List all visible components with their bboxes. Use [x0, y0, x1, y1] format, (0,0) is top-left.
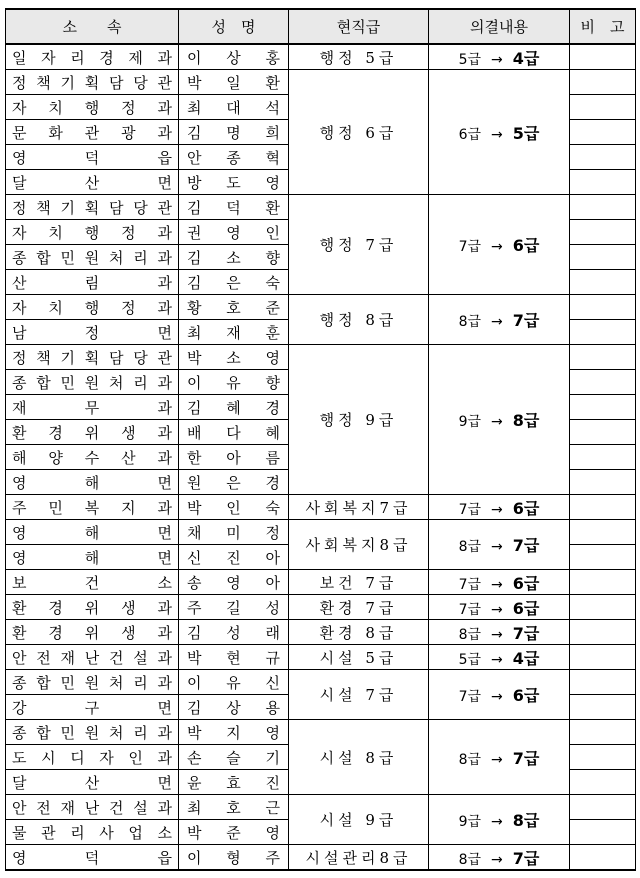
department-cell [6, 570, 179, 595]
arrow-right-icon: → [491, 239, 503, 255]
current-grade-cell [289, 570, 429, 595]
department-text: 정 책 기 획 담 당 관 [12, 73, 172, 92]
remarks-cell [570, 95, 636, 120]
remarks-cell [570, 620, 636, 645]
remarks-cell [570, 70, 636, 95]
remarks-cell [570, 145, 636, 170]
resolution-cell [429, 570, 570, 595]
department-cell [6, 320, 179, 345]
name-text: 김 은 숙 [187, 273, 280, 292]
table-row [6, 345, 636, 370]
name-cell [179, 195, 289, 220]
remarks-cell [570, 820, 636, 845]
name-cell [179, 270, 289, 295]
to-grade: 7급 [512, 848, 540, 868]
department-text: 영 덕 읍 [12, 148, 172, 167]
remarks-cell [570, 395, 636, 420]
to-grade: 8급 [512, 811, 540, 830]
to-grade: 6급 [512, 573, 540, 593]
name-text: 김 성 래 [187, 623, 280, 642]
to-grade: 4급 [512, 48, 540, 68]
name-cell [179, 245, 289, 270]
department-text: 주 민 복 지 과 [12, 498, 172, 517]
department-text: 산 림 과 [12, 273, 172, 292]
department-cell [6, 395, 179, 420]
current-grade-text: 시설 5급 [319, 648, 398, 667]
from-grade: 5급 [458, 51, 482, 68]
name-text: 안 종 혁 [187, 148, 280, 167]
current-grade-text: 행정 8급 [319, 311, 398, 329]
department-cell [6, 695, 179, 720]
resolution-cell [429, 670, 570, 720]
name-text: 주 길 성 [187, 598, 280, 617]
remarks-cell [570, 570, 636, 595]
remarks-cell [570, 295, 636, 320]
department-cell [6, 720, 179, 745]
name-text: 박 일 환 [187, 73, 280, 92]
department-text: 환 경 위 생 과 [12, 598, 172, 617]
to-grade: 7급 [512, 623, 540, 643]
name-text: 최 재 훈 [187, 323, 280, 342]
department-text: 영 해 면 [12, 473, 172, 492]
name-cell [179, 420, 289, 445]
from-grade: 7급 [458, 239, 482, 255]
table-row [6, 195, 636, 220]
name-text: 김 소 향 [187, 248, 280, 267]
from-grade: 7급 [458, 501, 482, 518]
remarks-cell [570, 670, 636, 695]
current-grade-text: 행정 9급 [319, 411, 398, 429]
from-grade: 8급 [458, 626, 482, 643]
resolution-cell [429, 795, 570, 845]
current-grade-text: 행정 6급 [319, 123, 398, 142]
department-cell [6, 795, 179, 820]
name-cell [179, 770, 289, 795]
name-cell [179, 445, 289, 470]
header-row [6, 9, 636, 44]
department-cell [6, 95, 179, 120]
current-grade-cell [289, 70, 429, 195]
remarks-cell [570, 495, 636, 520]
from-grade: 7급 [458, 576, 482, 593]
arrow-right-icon: → [491, 51, 503, 68]
name-cell [179, 820, 289, 845]
current-grade-cell [289, 845, 429, 871]
to-grade: 6급 [512, 686, 540, 705]
remarks-cell [570, 720, 636, 745]
current-grade-text: 환경 7급 [319, 598, 398, 617]
name-cell [179, 345, 289, 370]
current-grade-cell [289, 720, 429, 795]
department-text: 종 합 민 원 처 리 과 [12, 673, 172, 692]
department-text: 환 경 위 생 과 [12, 423, 172, 442]
department-cell [6, 820, 179, 845]
resolution-cell [429, 620, 570, 645]
from-grade: 9급 [458, 414, 482, 430]
name-text: 황 호 준 [187, 298, 280, 317]
current-grade-text: 행정 7급 [319, 236, 398, 254]
department-text: 재 무 과 [12, 398, 172, 417]
department-cell [6, 495, 179, 520]
header-remarks: 비 고 [570, 9, 636, 44]
remarks-cell [570, 195, 636, 220]
name-cell [179, 620, 289, 645]
remarks-cell [570, 420, 636, 445]
remarks-cell [570, 795, 636, 820]
department-cell [6, 770, 179, 795]
name-cell [179, 745, 289, 770]
department-cell [6, 595, 179, 620]
name-cell [179, 595, 289, 620]
name-text: 윤 효 진 [187, 773, 280, 792]
name-text: 김 상 용 [187, 698, 280, 717]
appointment-table [5, 8, 636, 871]
department-text: 문 화 관 광 과 [12, 123, 172, 142]
table-row [6, 670, 636, 695]
department-cell [6, 170, 179, 195]
current-grade-text: 시설 8급 [319, 748, 398, 767]
name-cell [179, 495, 289, 520]
current-grade-cell [289, 795, 429, 845]
from-grade: 7급 [458, 601, 482, 618]
current-grade-cell [289, 44, 429, 70]
department-text: 해 양 수 산 과 [12, 448, 172, 467]
name-cell [179, 370, 289, 395]
name-text: 송 영 아 [187, 573, 280, 592]
current-grade-cell [289, 520, 429, 570]
name-cell [179, 395, 289, 420]
department-text: 보 건 소 [12, 573, 172, 592]
from-grade: 8급 [458, 314, 482, 330]
name-cell [179, 570, 289, 595]
name-text: 김 명 희 [187, 123, 280, 142]
name-text: 방 도 영 [187, 173, 280, 192]
remarks-cell [570, 470, 636, 495]
name-cell [179, 44, 289, 70]
name-cell [179, 120, 289, 145]
department-cell [6, 120, 179, 145]
table-row [6, 645, 636, 670]
resolution-cell [429, 70, 570, 195]
arrow-right-icon: → [491, 751, 503, 768]
department-text: 자 치 행 정 과 [12, 98, 172, 117]
name-text: 신 진 아 [187, 548, 280, 567]
name-cell [179, 170, 289, 195]
remarks-cell [570, 695, 636, 720]
table-row [6, 44, 636, 70]
to-grade: 4급 [512, 648, 540, 668]
department-cell [6, 70, 179, 95]
current-grade-text: 보건 7급 [319, 573, 398, 592]
remarks-cell [570, 595, 636, 620]
remarks-cell [570, 220, 636, 245]
department-text: 자 치 행 정 과 [12, 298, 172, 317]
arrow-right-icon: → [491, 626, 503, 643]
table-row [6, 620, 636, 645]
table-row [6, 595, 636, 620]
remarks-cell [570, 320, 636, 345]
current-grade-cell [289, 620, 429, 645]
remarks-cell [570, 44, 636, 70]
department-cell [6, 295, 179, 320]
current-grade-cell [289, 295, 429, 345]
department-text: 영 덕 읍 [12, 848, 172, 867]
arrow-right-icon: → [491, 814, 503, 830]
remarks-cell [570, 120, 636, 145]
current-grade-text: 시설 9급 [319, 811, 398, 829]
department-text: 자 치 행 정 과 [12, 223, 172, 242]
to-grade: 6급 [512, 598, 540, 618]
department-cell [6, 270, 179, 295]
arrow-right-icon: → [491, 539, 503, 555]
table-row [6, 495, 636, 520]
table-body [6, 44, 636, 870]
department-text: 도 시 디 자 인 과 [12, 748, 172, 767]
remarks-cell [570, 270, 636, 295]
department-cell [6, 845, 179, 871]
remarks-cell [570, 245, 636, 270]
department-cell [6, 745, 179, 770]
to-grade: 8급 [512, 411, 540, 430]
current-grade-cell [289, 495, 429, 520]
table-row [6, 845, 636, 871]
from-grade: 7급 [458, 689, 482, 705]
department-text: 남 정 면 [12, 323, 172, 342]
name-cell [179, 70, 289, 95]
department-text: 강 구 면 [12, 698, 172, 717]
department-cell [6, 620, 179, 645]
name-text: 이 형 주 [187, 848, 280, 867]
name-text: 이 상 홍 [187, 48, 280, 67]
name-cell [179, 795, 289, 820]
name-text: 박 준 영 [187, 823, 280, 842]
current-grade-cell [289, 345, 429, 495]
department-text: 안 전 재 난 건 설 과 [12, 798, 172, 817]
name-cell [179, 470, 289, 495]
remarks-cell [570, 520, 636, 545]
remarks-cell [570, 770, 636, 795]
department-text: 안 전 재 난 건 설 과 [12, 648, 172, 667]
arrow-right-icon: → [491, 501, 503, 518]
department-cell [6, 545, 179, 570]
resolution-cell [429, 720, 570, 795]
table-row [6, 295, 636, 320]
name-text: 이 유 신 [187, 673, 280, 692]
arrow-right-icon: → [491, 126, 503, 143]
name-text: 박 현 규 [187, 648, 280, 667]
table-header [6, 9, 636, 44]
name-text: 이 유 향 [187, 373, 280, 392]
department-cell [6, 645, 179, 670]
to-grade: 7급 [512, 748, 540, 768]
department-text: 달 산 면 [12, 173, 172, 192]
resolution-cell [429, 595, 570, 620]
current-grade-cell [289, 670, 429, 720]
current-grade-text: 사회복지8급 [305, 536, 412, 554]
name-text: 박 지 영 [187, 723, 280, 742]
department-cell [6, 220, 179, 245]
remarks-cell [570, 170, 636, 195]
table-row [6, 70, 636, 95]
department-cell [6, 420, 179, 445]
name-cell [179, 320, 289, 345]
department-text: 일 자 리 경 제 과 [12, 48, 172, 67]
name-text: 손 슬 기 [187, 748, 280, 767]
department-cell [6, 345, 179, 370]
department-cell [6, 670, 179, 695]
name-text: 권 영 인 [187, 223, 280, 242]
department-text: 정 책 기 획 담 당 관 [12, 348, 172, 367]
department-text: 종 합 민 원 처 리 과 [12, 248, 172, 267]
current-grade-text: 시설관리8급 [305, 848, 412, 867]
department-cell [6, 44, 179, 70]
header-resolution: 의결내용 [429, 9, 570, 44]
name-text: 김 혜 경 [187, 398, 280, 417]
name-text: 최 대 석 [187, 98, 280, 117]
name-cell [179, 520, 289, 545]
department-cell [6, 520, 179, 545]
name-cell [179, 295, 289, 320]
department-cell [6, 370, 179, 395]
to-grade: 7급 [512, 311, 540, 330]
from-grade: 8급 [458, 751, 482, 768]
department-text: 정 책 기 획 담 당 관 [12, 198, 172, 217]
department-cell [6, 145, 179, 170]
resolution-cell [429, 195, 570, 295]
remarks-cell [570, 645, 636, 670]
name-cell [179, 645, 289, 670]
from-grade: 6급 [458, 126, 482, 143]
from-grade: 5급 [458, 651, 482, 668]
name-cell [179, 220, 289, 245]
department-cell [6, 445, 179, 470]
table-row [6, 795, 636, 820]
arrow-right-icon: → [491, 601, 503, 618]
remarks-cell [570, 370, 636, 395]
current-grade-text: 사회복지7급 [305, 498, 412, 517]
current-grade-text: 시설 7급 [319, 686, 398, 704]
department-text: 물 관 리 사 업 소 [12, 823, 172, 842]
arrow-right-icon: → [491, 651, 503, 668]
arrow-right-icon: → [491, 414, 503, 430]
name-cell [179, 670, 289, 695]
department-text: 영 해 면 [12, 548, 172, 567]
table-row [6, 720, 636, 745]
name-cell [179, 720, 289, 745]
name-cell [179, 845, 289, 871]
resolution-cell [429, 520, 570, 570]
to-grade: 5급 [512, 123, 540, 143]
header-current-grade: 현직급 [289, 9, 429, 44]
name-cell [179, 145, 289, 170]
table-row [6, 570, 636, 595]
name-text: 최 호 근 [187, 798, 280, 817]
name-text: 한 아 름 [187, 448, 280, 467]
department-text: 환 경 위 생 과 [12, 623, 172, 642]
name-text: 원 은 경 [187, 473, 280, 492]
name-text: 박 소 영 [187, 348, 280, 367]
resolution-cell [429, 645, 570, 670]
current-grade-cell [289, 645, 429, 670]
resolution-cell [429, 295, 570, 345]
header-department: 소 속 [6, 9, 179, 44]
current-grade-cell [289, 595, 429, 620]
from-grade: 8급 [458, 851, 482, 868]
name-text: 김 덕 환 [187, 198, 280, 217]
arrow-right-icon: → [491, 576, 503, 593]
table-row [6, 520, 636, 545]
name-text: 박 인 숙 [187, 498, 280, 517]
resolution-cell [429, 44, 570, 70]
remarks-cell [570, 445, 636, 470]
department-cell [6, 245, 179, 270]
resolution-cell [429, 495, 570, 520]
name-text: 배 다 혜 [187, 423, 280, 442]
remarks-cell [570, 845, 636, 871]
to-grade: 6급 [512, 498, 540, 518]
name-cell [179, 95, 289, 120]
current-grade-text: 환경 8급 [319, 623, 398, 642]
current-grade-cell [289, 195, 429, 295]
to-grade: 7급 [512, 536, 540, 555]
arrow-right-icon: → [491, 689, 503, 705]
from-grade: 9급 [458, 814, 482, 830]
name-cell [179, 545, 289, 570]
department-text: 종 합 민 원 처 리 과 [12, 723, 172, 742]
arrow-right-icon: → [491, 314, 503, 330]
remarks-cell [570, 545, 636, 570]
department-text: 달 산 면 [12, 773, 172, 792]
from-grade: 8급 [458, 539, 482, 555]
resolution-cell [429, 845, 570, 871]
header-name: 성 명 [179, 9, 289, 44]
department-cell [6, 470, 179, 495]
resolution-cell [429, 345, 570, 495]
department-text: 종 합 민 원 처 리 과 [12, 373, 172, 392]
name-cell [179, 695, 289, 720]
current-grade-text: 행정 5급 [319, 48, 398, 67]
arrow-right-icon: → [491, 851, 503, 868]
remarks-cell [570, 745, 636, 770]
department-cell [6, 195, 179, 220]
remarks-cell [570, 345, 636, 370]
name-text: 채 미 정 [187, 523, 280, 542]
department-text: 영 해 면 [12, 523, 172, 542]
appointment-table-wrapper [5, 8, 635, 871]
to-grade: 6급 [512, 236, 540, 255]
